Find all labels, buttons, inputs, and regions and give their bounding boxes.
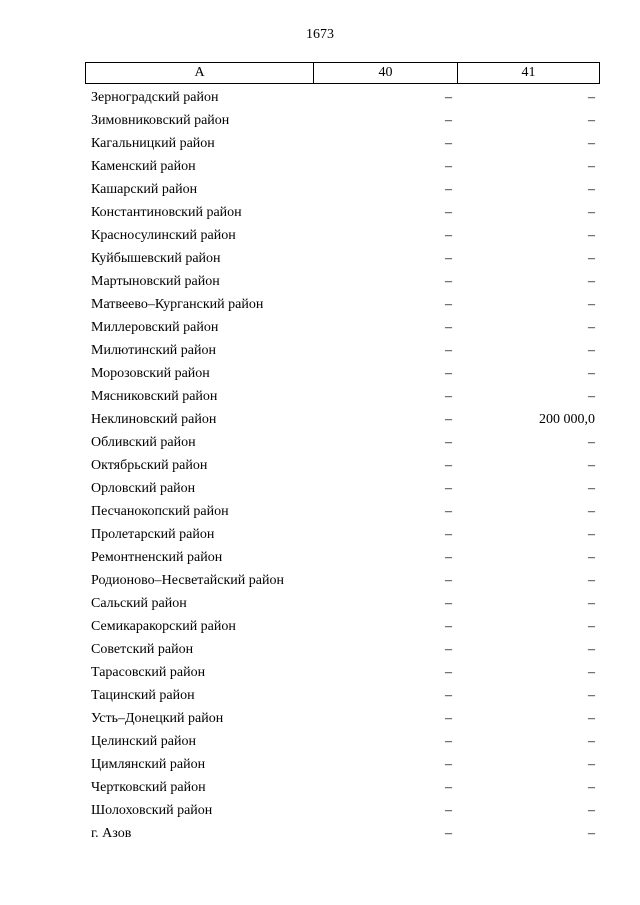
table-row xyxy=(85,500,600,523)
table-row xyxy=(85,316,600,339)
table-row xyxy=(85,362,600,385)
district-name: Целинский район xyxy=(91,733,196,749)
value-column-40: – xyxy=(445,204,452,220)
district-name: Тарасовский район xyxy=(91,664,206,680)
table-row xyxy=(85,109,600,132)
table-row xyxy=(85,592,600,615)
value-column-40: – xyxy=(445,342,452,358)
value-column-41: – xyxy=(588,204,595,220)
value-column-40: – xyxy=(445,457,452,473)
table-row xyxy=(85,799,600,822)
header-column-a: А xyxy=(86,63,314,83)
district-name: Орловский район xyxy=(91,480,196,496)
district-name: Милютинский район xyxy=(91,342,217,358)
table-row xyxy=(85,178,600,201)
value-column-40: – xyxy=(445,779,452,795)
value-column-41: – xyxy=(588,733,595,749)
table-row xyxy=(85,408,600,431)
district-name: Морозовский район xyxy=(91,365,210,381)
table-row xyxy=(85,730,600,753)
value-column-40: – xyxy=(445,802,452,818)
table-row xyxy=(85,569,600,592)
value-column-41: – xyxy=(588,181,595,197)
value-column-41: – xyxy=(588,779,595,795)
value-column-40: – xyxy=(445,158,452,174)
district-name: Зерноградский район xyxy=(91,89,219,105)
value-column-40: – xyxy=(445,756,452,772)
table-row xyxy=(85,201,600,224)
value-column-41: – xyxy=(588,526,595,542)
table-row xyxy=(85,431,600,454)
value-column-40: – xyxy=(445,89,452,105)
value-column-41: – xyxy=(588,273,595,289)
value-column-40: – xyxy=(445,618,452,634)
district-name: Мартыновский район xyxy=(91,273,220,289)
value-column-41: – xyxy=(588,158,595,174)
value-column-41: – xyxy=(588,342,595,358)
table-row xyxy=(85,293,600,316)
value-column-40: – xyxy=(445,526,452,542)
value-column-41: – xyxy=(588,296,595,312)
value-column-41: – xyxy=(588,802,595,818)
value-column-40: – xyxy=(445,710,452,726)
value-column-41: – xyxy=(588,756,595,772)
district-name: Шолоховский район xyxy=(91,802,213,818)
district-name: Зимовниковский район xyxy=(91,112,230,128)
table-row xyxy=(85,776,600,799)
value-column-40: – xyxy=(445,388,452,404)
table-row xyxy=(85,385,600,408)
header-column-40: 40 xyxy=(314,63,458,83)
value-column-41: – xyxy=(588,641,595,657)
value-column-41: – xyxy=(588,572,595,588)
value-column-41: – xyxy=(588,687,595,703)
district-name: Сальский район xyxy=(91,595,187,611)
table-header xyxy=(85,62,600,84)
table-row xyxy=(85,753,600,776)
district-name: Тацинский район xyxy=(91,687,195,703)
value-column-41: – xyxy=(588,250,595,266)
table-row xyxy=(85,546,600,569)
value-column-40: – xyxy=(445,181,452,197)
value-column-40: – xyxy=(445,480,452,496)
value-column-40: – xyxy=(445,273,452,289)
district-name: Кагальницкий район xyxy=(91,135,215,151)
table-row xyxy=(85,454,600,477)
value-column-41: – xyxy=(588,89,595,105)
district-name: Константиновский район xyxy=(91,204,242,220)
table-row xyxy=(85,707,600,730)
value-column-41: – xyxy=(588,434,595,450)
table-row xyxy=(85,339,600,362)
district-name: Миллеровский район xyxy=(91,319,219,335)
table-row xyxy=(85,684,600,707)
table-row xyxy=(85,661,600,684)
value-column-41: – xyxy=(588,710,595,726)
district-name: Матвеево–Курганский район xyxy=(91,296,264,312)
district-name: Семикаракорский район xyxy=(91,618,236,634)
value-column-40: – xyxy=(445,434,452,450)
value-column-40: – xyxy=(445,549,452,565)
value-column-41: – xyxy=(588,112,595,128)
table-row xyxy=(85,477,600,500)
value-column-41: – xyxy=(588,365,595,381)
value-column-40: – xyxy=(445,250,452,266)
district-name: Мясниковский район xyxy=(91,388,218,404)
page-number: 1673 xyxy=(306,27,334,42)
value-column-40: – xyxy=(445,825,452,841)
district-name: г. Азов xyxy=(91,825,132,841)
district-name: Октябрьский район xyxy=(91,457,208,473)
district-name: Пролетарский район xyxy=(91,526,215,542)
value-column-40: – xyxy=(445,572,452,588)
value-column-41: – xyxy=(588,457,595,473)
district-name: Песчанокопский район xyxy=(91,503,229,519)
value-column-41: – xyxy=(588,480,595,496)
value-column-40: – xyxy=(445,365,452,381)
district-name: Неклиновский район xyxy=(91,411,217,427)
value-column-41: – xyxy=(588,664,595,680)
value-column-41: – xyxy=(588,595,595,611)
table-body xyxy=(85,86,600,845)
district-name: Обливский район xyxy=(91,434,196,450)
value-column-40: – xyxy=(445,135,452,151)
value-column-40: – xyxy=(445,664,452,680)
district-name: Родионово–Несветайский район xyxy=(91,572,284,588)
value-column-40: – xyxy=(445,595,452,611)
value-column-41: – xyxy=(588,618,595,634)
district-name: Чертковский район xyxy=(91,779,206,795)
value-column-41: – xyxy=(588,135,595,151)
value-column-41: – xyxy=(588,503,595,519)
value-column-40: – xyxy=(445,319,452,335)
district-name: Красносулинский район xyxy=(91,227,236,243)
district-name: Советский район xyxy=(91,641,194,657)
district-name: Куйбышевский район xyxy=(91,250,221,266)
table-row xyxy=(85,638,600,661)
table-row xyxy=(85,270,600,293)
table-row xyxy=(85,86,600,109)
table-row xyxy=(85,615,600,638)
table-row xyxy=(85,822,600,845)
value-column-41: – xyxy=(588,388,595,404)
table-row xyxy=(85,523,600,546)
district-name: Кашарский район xyxy=(91,181,198,197)
district-name: Каменский район xyxy=(91,158,196,174)
value-column-40: – xyxy=(445,733,452,749)
header-column-41: 41 xyxy=(521,65,536,80)
district-name: Ремонтненский район xyxy=(91,549,223,565)
value-column-40: – xyxy=(445,411,452,427)
table-row xyxy=(85,132,600,155)
value-column-40: – xyxy=(445,503,452,519)
value-column-41: – xyxy=(588,549,595,565)
value-column-41: 200 000,0 xyxy=(539,411,595,427)
value-column-41: – xyxy=(588,319,595,335)
value-column-40: – xyxy=(445,641,452,657)
district-name: Усть–Донецкий район xyxy=(91,710,224,726)
value-column-41: – xyxy=(588,825,595,841)
value-column-40: – xyxy=(445,227,452,243)
district-name: Цимлянский район xyxy=(91,756,206,772)
value-column-40: – xyxy=(445,296,452,312)
value-column-40: – xyxy=(445,112,452,128)
table-row xyxy=(85,155,600,178)
table-row xyxy=(85,247,600,270)
table-row xyxy=(85,224,600,247)
value-column-40: – xyxy=(445,687,452,703)
value-column-41: – xyxy=(588,227,595,243)
